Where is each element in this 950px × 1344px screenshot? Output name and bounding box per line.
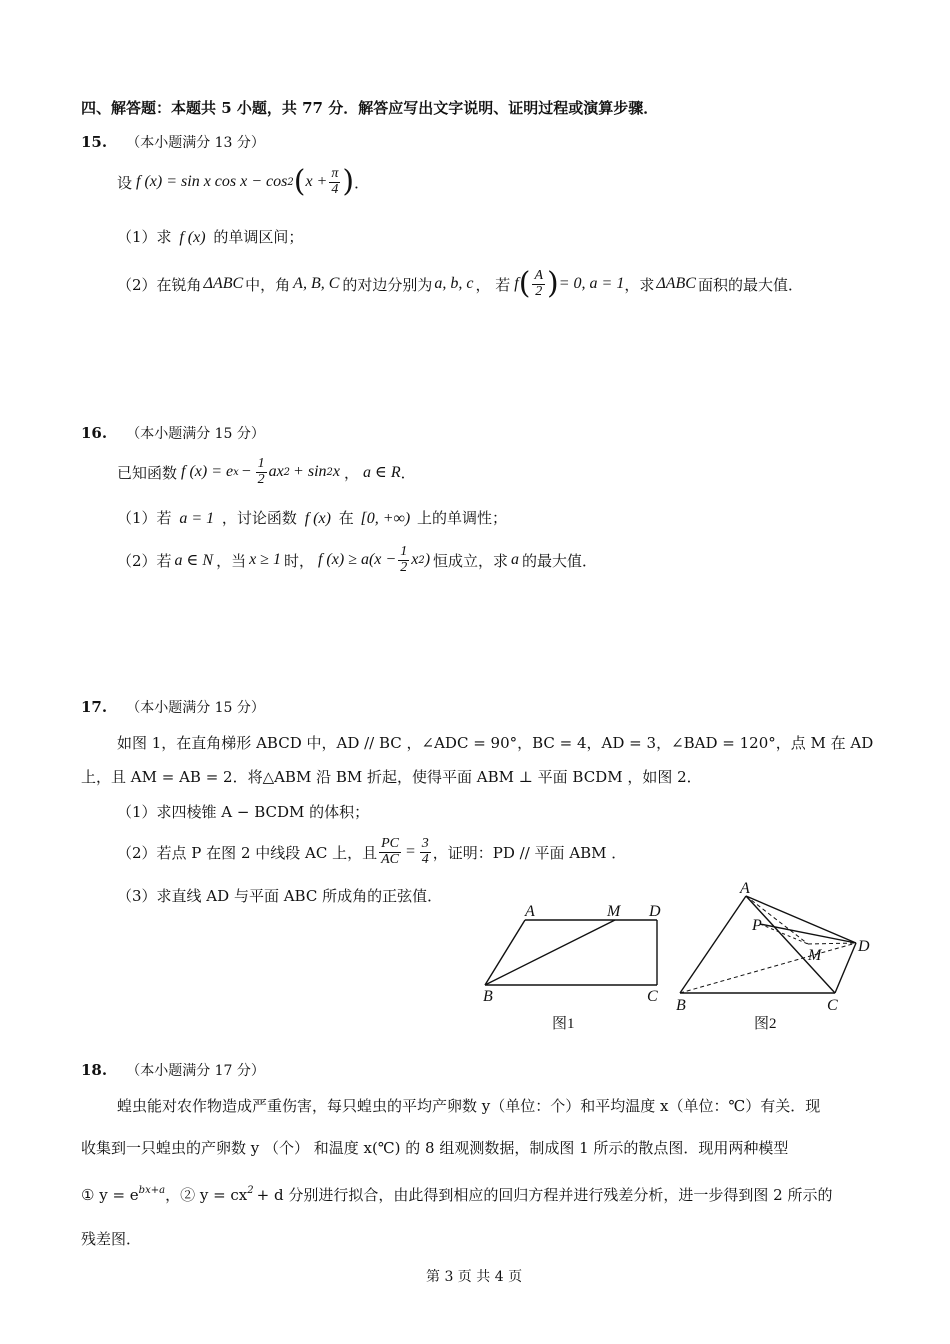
q17-part2-fraction xyxy=(379,837,401,867)
q15-part2-text-c: ， 若 xyxy=(475,275,511,294)
q16-part2-fraction xyxy=(398,545,409,575)
q16-stem-expr-d: x xyxy=(332,463,340,480)
q16-stem xyxy=(117,452,416,492)
q18-line1: 蝗虫能对农作物造成严重伤害，每只蝗虫的平均产卵数 y（单位：个）和平均温度 x（单位：℃）有关．现 xyxy=(117,1097,821,1115)
q16-number: 16. xyxy=(81,424,108,442)
q16-stem-sup-2b: 2 xyxy=(326,466,333,478)
q15-part2-fraction xyxy=(532,269,545,299)
q15-part2-text-e: 面积的最大值． xyxy=(697,275,803,294)
q15-part1-expr: f (x) xyxy=(179,229,206,246)
fig2-label-m: M xyxy=(808,947,822,964)
q17-line1: 如图 1，在直角梯形 ABCD 中，AD // BC ，∠ADC = 90°，BC = 4，AD = 3，∠BAD = 120°，点 M 在 AD xyxy=(117,734,874,752)
q16-part1-expr: f (x) xyxy=(304,510,331,527)
q17-part2-text-a: （2）若点 P 在图 2 中线段 AC 上，且 xyxy=(117,843,378,862)
q18-line3-sup: bx+a xyxy=(138,1185,166,1196)
q15-frac-num: π xyxy=(331,165,339,181)
q16-part2-frac-den: 2 xyxy=(400,559,408,575)
q16-frac-den: 2 xyxy=(257,471,265,487)
q15-part2-tri2: ΔABC xyxy=(656,275,696,292)
q18-line3-sup2: 2 xyxy=(247,1185,254,1196)
q15-paren-inner: x + xyxy=(305,173,328,190)
q15-part2-sides: a, b, c xyxy=(434,275,474,292)
page-footer: 第 3 页 共 4 页 xyxy=(426,1269,523,1285)
fig1-label-d: D xyxy=(649,903,661,920)
q18-line2: 收集到一只蝗虫的产卵数 y （个） 和温度 x(℃) 的 8 组观测数据，制成图 1 所示的散点图．现用两种模型 xyxy=(81,1139,789,1157)
fig2-edge-ac xyxy=(746,896,835,993)
q17-part2-eq: = xyxy=(405,843,416,860)
q16-part1-interval: [0, +∞) xyxy=(360,510,411,527)
fig2-edge-ad xyxy=(746,896,856,943)
fig2-edge-cd xyxy=(835,943,856,993)
q15-header: （本小题满分 13 分） xyxy=(126,135,265,151)
q16-part2 xyxy=(117,540,597,580)
q18-header-row xyxy=(81,1060,265,1080)
q17-part2-frac-num: PC xyxy=(381,835,399,851)
fig2-edge-md-dashed xyxy=(808,943,856,944)
fig2-edge-ab xyxy=(680,896,746,993)
q16-stem-expr-a: f (x) = e xyxy=(181,463,234,480)
q16-part1 xyxy=(117,507,507,528)
q15-stem-expr: f (x) = sin x cos x − cos xyxy=(136,173,288,190)
fig2-edge-pd xyxy=(760,924,856,943)
q17-number: 17. xyxy=(81,698,108,716)
q15-number: 15. xyxy=(81,133,108,151)
fig2-edge-pm-dashed xyxy=(760,924,808,944)
q15-part2 xyxy=(117,263,803,305)
fig2-edge-bd-dashed xyxy=(680,943,856,993)
fig2-label-a: A xyxy=(740,880,750,897)
q16-part2-text-a: ，当 xyxy=(216,551,247,570)
q17-header-row xyxy=(81,697,265,717)
q15-part2-tri: ΔABC xyxy=(203,275,244,292)
q16-part1-text-b: 在 xyxy=(338,509,354,527)
q15-part2-label: （2）在锐角 xyxy=(117,275,202,294)
q16-part2-ineq-b: x xyxy=(411,551,419,568)
q16-part2-sup: 2 xyxy=(418,554,425,566)
fig1-label-c: C xyxy=(647,988,658,1005)
q16-part2-ineq-a: f (x) ≥ a(x − xyxy=(317,551,397,568)
fig2-label-d: D xyxy=(858,938,870,955)
q16-part2-cond2: x ≥ 1 xyxy=(249,551,281,568)
fig2-label-b: B xyxy=(676,997,686,1014)
q17-figure2 xyxy=(670,878,880,1018)
q16-stem-comma: ， xyxy=(344,463,360,482)
q15-part2-angles: A, B, C xyxy=(293,275,340,292)
q15-part2-frac-num: A xyxy=(534,267,544,283)
fig1-label-a: A xyxy=(525,903,535,920)
q16-stem-cond: a ∈ R xyxy=(363,464,401,481)
q18-line3 xyxy=(81,1184,832,1205)
fig2-label-p: P xyxy=(752,917,762,934)
q16-part1-text-a: ，讨论函数 xyxy=(221,509,297,527)
q16-stem-prefix: 已知函数 xyxy=(117,463,178,482)
q17-part1: （1）求四棱锥 A − BCDM 的体积； xyxy=(117,803,370,821)
q15-stem-sup: 2 xyxy=(287,176,294,188)
fig2-label-c: C xyxy=(827,997,838,1014)
q18-line3-b: ，② y = cx xyxy=(165,1186,248,1204)
q16-part2-label: （2）若 xyxy=(117,551,172,570)
q17-part3: （3）求直线 AD 与平面 ABC 所成角的正弦值． xyxy=(117,887,443,905)
q16-stem-expr-c: + sin xyxy=(293,463,327,480)
q15-stem-end: ． xyxy=(354,173,370,192)
q16-part2-var: a xyxy=(511,551,520,568)
q15-part2-text-b: 的对边分别为 xyxy=(342,275,433,294)
q17-part2-fraction2 xyxy=(420,837,431,867)
q17-figure1 xyxy=(475,895,675,1035)
q15-stem-prefix: 设 xyxy=(117,173,133,192)
q17-part2-frac2-den: 4 xyxy=(421,851,429,867)
section-heading: 四、解答题：本题共 5 小题，共 77 分．解答应写出文字说明、证明过程或演算步骤． xyxy=(81,99,659,117)
q16-part1-cond: a = 1 xyxy=(179,510,215,527)
fig1-label-m: M xyxy=(607,903,621,920)
q15-part2-frac-den: 2 xyxy=(535,283,543,299)
q16-part1-label: （1）若 xyxy=(117,509,172,527)
q17-part2-frac-den: AC xyxy=(381,851,399,867)
q15-part2-close-paren-icon: ) xyxy=(547,266,559,301)
q15-stem-fraction xyxy=(329,167,340,197)
q16-stem-sup-x: x xyxy=(233,466,239,478)
q15-part1-label: （1）求 xyxy=(117,228,172,246)
q16-frac-num: 1 xyxy=(257,455,265,471)
q17-line2: 上，且 AM = AB = 2．将△ABM 沿 BM 折起，使得平面 ABM ⊥ 平面 BCDM ，如图 2． xyxy=(81,768,702,786)
q16-part2-cond: a ∈ N xyxy=(174,552,214,569)
q17-header: （本小题满分 15 分） xyxy=(126,700,265,716)
q15-close-paren-icon: ) xyxy=(342,164,355,199)
q16-header: （本小题满分 15 分） xyxy=(126,426,265,442)
q18-line4: 残差图． xyxy=(81,1230,142,1248)
q17-fig1-caption: 图1 xyxy=(552,1016,575,1032)
q16-stem-minus: − xyxy=(240,463,252,480)
q16-part1-text-c: 上的单调性； xyxy=(417,509,508,527)
q16-stem-sup-2: 2 xyxy=(283,466,291,478)
q16-part2-text-c: 恒成立，求 xyxy=(433,551,509,570)
q18-number: 18. xyxy=(81,1061,108,1079)
q18-line3-a: ① y = e xyxy=(81,1186,139,1204)
q15-frac-den: 4 xyxy=(331,181,339,197)
q15-part1-text: 的单调区间； xyxy=(213,228,304,246)
fig1-label-b: B xyxy=(483,988,493,1005)
q15-part2-text-d: ，求 xyxy=(624,275,655,294)
q16-part2-frac-num: 1 xyxy=(400,543,408,559)
q15-part2-f: f xyxy=(514,275,519,292)
q16-stem-end: ． xyxy=(400,463,416,482)
q15-open-paren-icon: ( xyxy=(293,164,306,199)
q17-part2-text-b: ，证明：PD // 平面 ABM ． xyxy=(432,843,627,862)
q17-part2-frac2-num: 3 xyxy=(421,835,429,851)
q15-stem xyxy=(117,162,369,202)
q16-header-row xyxy=(81,423,265,443)
q18-header: （本小题满分 17 分） xyxy=(126,1063,265,1079)
q15-part1 xyxy=(117,226,303,247)
q18-line3-c: + d 分别进行拟合，由此得到相应的回归方程并进行残差分析，进一步得到图 2 所示的 xyxy=(256,1186,833,1204)
q16-stem-fraction xyxy=(256,457,267,487)
q15-header-row xyxy=(81,132,265,152)
q15-part2-cond: = 0, a = 1 xyxy=(558,275,625,292)
q16-stem-expr-b: ax xyxy=(268,463,284,480)
q17-part2 xyxy=(117,832,626,872)
q17-fig2-caption: 图2 xyxy=(754,1016,777,1032)
q16-part2-text-d: 的最大值． xyxy=(522,551,598,570)
q15-part2-open-paren-icon: ( xyxy=(518,266,531,301)
q15-part2-text-a: 中，角 xyxy=(245,275,291,294)
q16-part2-ineq-c: ) xyxy=(424,551,431,568)
q16-part2-text-b: 时， xyxy=(283,551,314,570)
